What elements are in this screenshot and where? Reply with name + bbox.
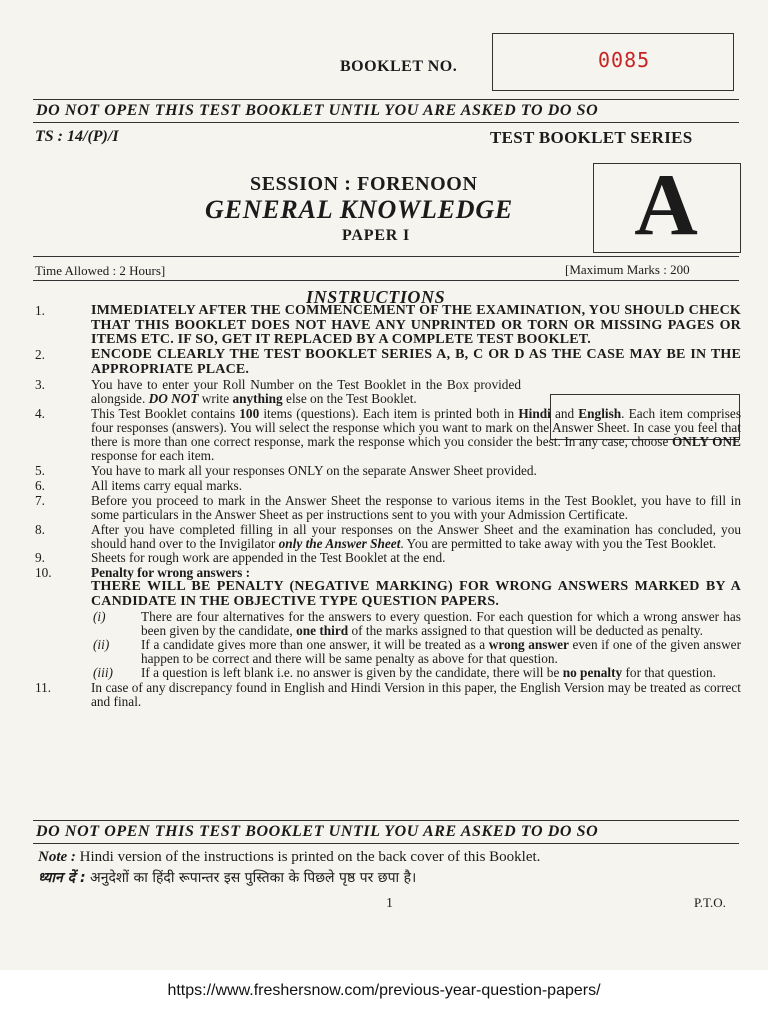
instructions-list	[35, 304, 741, 710]
divider	[33, 122, 739, 123]
warning-banner-top: DO NOT OPEN THIS TEST BOOKLET UNTIL YOU ARE ASKED TO DO SO	[36, 102, 599, 119]
divider	[33, 99, 739, 100]
instruction-item: 9. Sheets for rough work are appended in the Test Booklet at the end.	[35, 550, 446, 566]
instruction-item: 3. You have to enter your Roll Number on the Test Booklet in the Box provided alongside. DO NOT write anything else on the Test Booklet.	[35, 376, 521, 407]
penalty-subitem: (i) There are four alternatives for the answers to every question. For each question for which a wrong answer has been given by the candidate, one third of the marks assigned to that question will be deducted as penalty.	[93, 608, 741, 638]
note-hindi: ध्यान दें : अनुदेशों का हिंदी रूपान्तर इस पुस्तिका के पिछले पृष्ठ पर छपा है।	[38, 870, 417, 886]
instruction-item-penalty: 10. Penalty for wrong answers : THERE WILL BE PENALTY (NEGATIVE MARKING) FOR WRONG ANSWERS MARKED BY A CANDIDATE IN THE OBJECTIVE TYPE QUESTION PAPERS. (i) There are four alternatives for the answers to every question. For each question for which a wrong answer has been given by the candidate, one third of the marks assigned to that question will be deducted as penalty. (ii) If a candidate gives more than one answer, it will be treated as a wrong answer even if one of the given answer happen to be correct and there will be same penalty as above for that question. (iii) If a question is left blank i.e. no answer is given by the candidate, there will be no penalty for that question.	[35, 565, 742, 681]
warning-banner-bottom: DO NOT OPEN THIS TEST BOOKLET UNTIL YOU ARE ASKED TO DO SO	[36, 823, 599, 840]
note-english: Note : Hindi version of the instructions is printed on the back cover of this Booklet.	[38, 849, 541, 865]
pto-label: P.T.O.	[694, 895, 726, 910]
penalty-notice: THERE WILL BE PENALTY (NEGATIVE MARKING) FOR WRONG ANSWERS MARKED BY A CANDIDATE IN THE OBJECTIVE TYPE QUESTION PAPERS.	[91, 579, 741, 609]
page-number: 1	[386, 896, 393, 911]
instruction-item: 4. This Test Booklet contains 100 items (questions). Each item is printed both in Hindi and English. Each item comprises four responses (answers). You will select the response which you want to mark on the Answer Sheet. In case you feel that there is more than one correct response, mark the response which you consider the best. In any case, choose ONLY ONE response for each item.	[35, 405, 741, 464]
test-code: TS : 14/(P)/I	[35, 128, 119, 145]
booklet-number-label: BOOKLET NO.	[340, 58, 458, 75]
instruction-item: 6. All items carry equal marks.	[35, 477, 243, 493]
maximum-marks: [Maximum Marks : 200	[565, 262, 690, 277]
instruction-item: 5. You have to mark all your responses ONLY on the separate Answer Sheet provided.	[35, 463, 537, 479]
instruction-item: 7. Before you proceed to mark in the Answer Sheet the response to various items in the Test Booklet, you have to fill in some particulars in the Answer Sheet as per instructions sent to you with your Admission Certificate.	[35, 492, 741, 522]
booklet-number: 0085	[598, 48, 651, 72]
instructions-heading: INSTRUCTIONS	[306, 287, 446, 307]
subject-title: GENERAL KNOWLEDGE	[205, 195, 514, 224]
divider	[33, 280, 739, 281]
penalty-heading: Penalty for wrong answers :	[91, 565, 251, 581]
session-title: SESSION : FORENOON	[250, 173, 478, 195]
instruction-item: 8. After you have completed filling in all your responses on the Answer Sheet and the examination has concluded, you should hand over to the Invigilator only the Answer Sheet. You are permitted to take away with you the Test Booklet.	[35, 521, 741, 551]
time-allowed: Time Allowed : 2 Hours]	[35, 263, 166, 278]
source-url-link[interactable]: https://www.freshersnow.com/previous-year-question-papers/	[167, 982, 601, 999]
divider	[33, 843, 739, 844]
penalty-subitem: (ii) If a candidate gives more than one answer, it will be treated as a wrong answer even if one of the given answer happen to be correct and there will be same penalty as above for that question.	[93, 636, 742, 667]
paper-title: PAPER I	[342, 227, 410, 244]
divider	[33, 256, 739, 257]
divider	[33, 820, 739, 821]
instruction-item: 11. In case of any discrepancy found in English and Hindi Version in this paper, the English Version may be treated as correct and final.	[35, 680, 741, 710]
instruction-item: 1. IMMEDIATELY AFTER THE COMMENCEMENT OF THE EXAMINATION, YOU SHOULD CHECK THAT THIS BOOKLET DOES NOT HAVE ANY UNPRINTED OR TORN OR MISSING PAGES OR ITEMS ETC. IF SO, GET IT REPLACED BY A COMPLETE TEST BOOKLET.	[35, 303, 741, 348]
series-letter: A	[634, 157, 698, 254]
test-booklet-series-label: TEST BOOKLET SERIES	[490, 128, 693, 147]
penalty-subitem: (iii) If a question is left blank i.e. no answer is given by the candidate, there will be no penalty for that question.	[93, 665, 716, 681]
instruction-item: 2. ENCODE CLEARLY THE TEST BOOKLET SERIES A, B, C OR D AS THE CASE MAY BE IN THE APPROPRIATE PLACE.	[35, 347, 741, 377]
